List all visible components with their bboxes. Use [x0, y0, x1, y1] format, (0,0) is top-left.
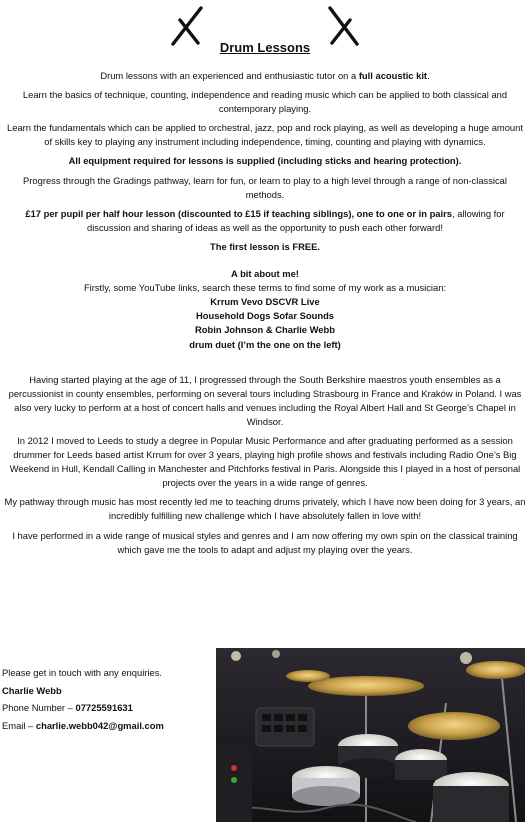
contact-name: Charlie Webb: [2, 684, 62, 696]
page-title: Drum Lessons: [219, 40, 311, 55]
email-address[interactable]: charlie.webb042@gmail.com: [35, 719, 164, 731]
email-line: Email – charlie.webb042@gmail.com: [2, 719, 164, 731]
intro-line-1: Drum lessons with an experienced and enthusiastic tutor on a full acoustic kit.: [100, 70, 430, 81]
about-heading: A bit about me!: [231, 268, 299, 280]
main-content: [4, 69, 526, 562]
youtube-link-4: drum duet (I’m the one on the left): [189, 338, 341, 350]
pricing-paragraph: £17 per pupil per half hour lesson (discounted to £15 if teaching siblings), one to one or in pairs, allowing for discussion and sharing of ideas as well as the opportunity to push each other forward!: [25, 207, 505, 233]
bio-paragraph-3: My pathway through music has most recently led me to teaching drums privately, which I have now been doing for 3 years, an incredibly fulfilling new challenge which I have absolutely fallen in love with!: [4, 496, 526, 522]
intro-paragraph-basics: Learn the basics of technique, counting, independence and reading music which can be applied to both classical and contemporary playing.: [22, 89, 508, 115]
gradings-paragraph: Progress through the Gradings pathway, learn for fun, or learn to play to a high level through a range of non-classical methods.: [23, 174, 507, 200]
pricing-text: £17 per pupil per half hour lesson (discounted to £15 if teaching siblings), one to one or in pairs: [25, 207, 452, 219]
youtube-link-1: Krrum Vevo DSCVR Live: [210, 296, 320, 308]
drum-kit-photo: [216, 648, 525, 822]
bio-paragraph-4: I have performed in a wide range of musical styles and genres and I am now offering my own spin on the classical training which gave me the tools to adapt and adjust my playing over the years.: [12, 529, 518, 555]
phone-number[interactable]: 07725591631: [75, 702, 133, 713]
full-acoustic-kit-text: full acoustic kit: [358, 70, 428, 81]
about-lead: Firstly, some YouTube links, search these terms to find some of my work as a musician:: [83, 282, 447, 294]
intro-paragraph-fundamentals: Learn the fundamentals which can be applied to orchestral, jazz, pop and rock playing, as well as developing a huge amount of skills key to playing any instrument including independence, timing, counting and playing with dynamics.: [7, 122, 523, 148]
free-lesson-note: The first lesson is FREE.: [210, 240, 320, 252]
enquiry-text: Please get in touch with any enquiries.: [2, 667, 162, 678]
youtube-link-3: Robin Johnson & Charlie Webb: [195, 324, 335, 336]
bio-paragraph-2: In 2012 I moved to Leeds to study a degree in Popular Music Performance and after graduating performed as a session drummer for Leeds based artist Krrum for over 3 years, playing high profile shows and festivals including Radio One’s Big Weekend in Hull, Kendall Calling in Manchester and Pitchforks festival in Paris. Alongside this I played in a host of personal projects over the years in a wide range of genres.: [9, 434, 521, 489]
equipment-note: All equipment required for lessons is supplied (including sticks and hearing protection).: [68, 155, 462, 167]
youtube-link-2: Household Dogs Sofar Sounds: [195, 310, 335, 322]
contact-block: [2, 664, 212, 734]
bio-paragraph-1: Having started playing at the age of 11, I progressed through the South Berkshire maestros youth ensembles as a percussionist in county ensembles, performing on several tours including Strasbourg in France and Kraków in Poland. I was also very lucky to perform at a host of concert halls and venues including the Royal Albert Hall and St George’s Chapel in Windsor.: [8, 373, 522, 427]
phone-line: Phone Number – 07725591631: [2, 702, 133, 713]
